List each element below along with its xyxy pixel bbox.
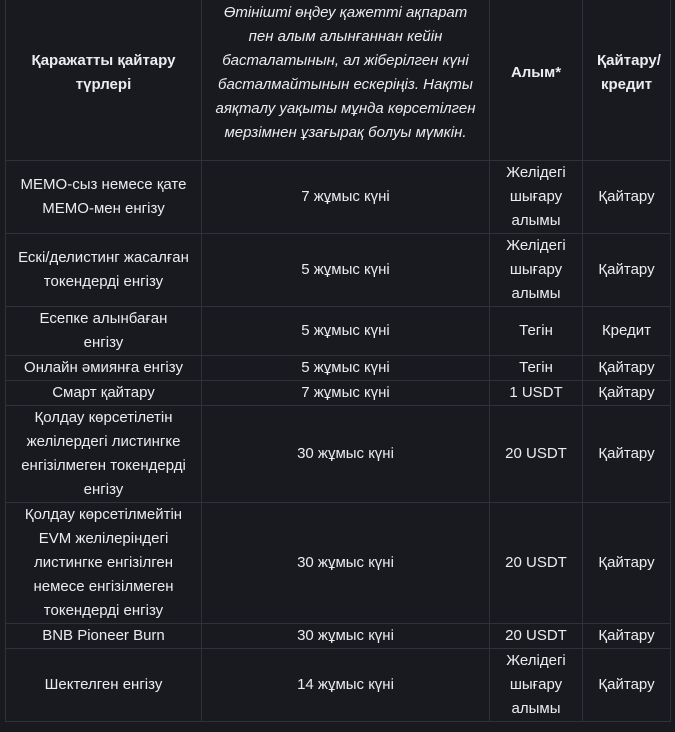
- cell-type: Онлайн әмиянға енгізу: [6, 356, 202, 381]
- table-row: [6, 503, 671, 624]
- cell-type: Қолдау көрсетілетін желілердегі листингке енгізілмеген токендерді енгізу: [6, 406, 202, 503]
- cell-refund: Қайтару: [583, 503, 671, 624]
- cell-type: Смарт қайтару: [6, 381, 202, 406]
- cell-fee: Тегін: [490, 356, 583, 381]
- cell-type: Қолдау көрсетілмейтін EVM желілеріндегі листингке енгізілген немесе енгізілмеген токендерді енгізу: [6, 503, 202, 624]
- cell-refund: Қайтару: [583, 161, 671, 234]
- cell-refund: Қайтару: [583, 356, 671, 381]
- cell-refund: Қайтару: [583, 649, 671, 722]
- cell-fee: 20 USDT: [490, 624, 583, 649]
- cell-fee: 1 USDT: [490, 381, 583, 406]
- cell-refund: Қайтару: [583, 381, 671, 406]
- table-row: [6, 356, 671, 381]
- cell-fee: 20 USDT: [490, 406, 583, 503]
- cell-type: Ескі/делистинг жасалған токендерді енгізу: [6, 234, 202, 307]
- cell-eta: 5 жұмыс күні: [202, 234, 490, 307]
- header-fee: Алым*: [490, 0, 583, 161]
- cell-refund: Қайтару: [583, 234, 671, 307]
- cell-type: BNB Pioneer Burn: [6, 624, 202, 649]
- table-row: [6, 234, 671, 307]
- cell-eta: 14 жұмыс күні: [202, 649, 490, 722]
- cell-fee: Тегін: [490, 307, 583, 356]
- cell-type: MEMO-сыз немесе қате MEMO-мен енгізу: [6, 161, 202, 234]
- cell-fee: Желідегі шығару алымы: [490, 649, 583, 722]
- cell-refund: Кредит: [583, 307, 671, 356]
- header-eta-note: Өтінішті өңдеу қажетті ақпарат пен алым алынғаннан кейін басталатынын, ал жіберілген күні басталмайтынын ескеріңіз. Нақты аяқталу уақыты мұнда көрсетілген мерзімнен ұзағырақ болуы мүмкін.: [215, 4, 476, 141]
- header-refund-type: Қаражатты қайтару түрлері: [6, 0, 202, 161]
- cell-fee: 20 USDT: [490, 503, 583, 624]
- refund-types-table: [5, 0, 671, 722]
- cell-type: Есепке алынбаған енгізу: [6, 307, 202, 356]
- header-refund-credit: Қайтару/ кредит: [583, 0, 671, 161]
- cell-fee: Желідегі шығару алымы: [490, 234, 583, 307]
- table-row: [6, 161, 671, 234]
- table-row: [6, 649, 671, 722]
- cell-type: Шектелген енгізу: [6, 649, 202, 722]
- cell-eta: 5 жұмыс күні: [202, 307, 490, 356]
- header-eta: [202, 0, 490, 161]
- table-row: [6, 307, 671, 356]
- table-row: [6, 624, 671, 649]
- table-row: [6, 406, 671, 503]
- table-row: [6, 381, 671, 406]
- cell-eta: 7 жұмыс күні: [202, 161, 490, 234]
- cell-refund: Қайтару: [583, 406, 671, 503]
- cell-eta: 30 жұмыс күні: [202, 624, 490, 649]
- cell-fee: Желідегі шығару алымы: [490, 161, 583, 234]
- cell-refund: Қайтару: [583, 624, 671, 649]
- cell-eta: 5 жұмыс күні: [202, 356, 490, 381]
- cell-eta: 7 жұмыс күні: [202, 381, 490, 406]
- cell-eta: 30 жұмыс күні: [202, 503, 490, 624]
- cell-eta: 30 жұмыс күні: [202, 406, 490, 503]
- table-header-row: [6, 0, 671, 161]
